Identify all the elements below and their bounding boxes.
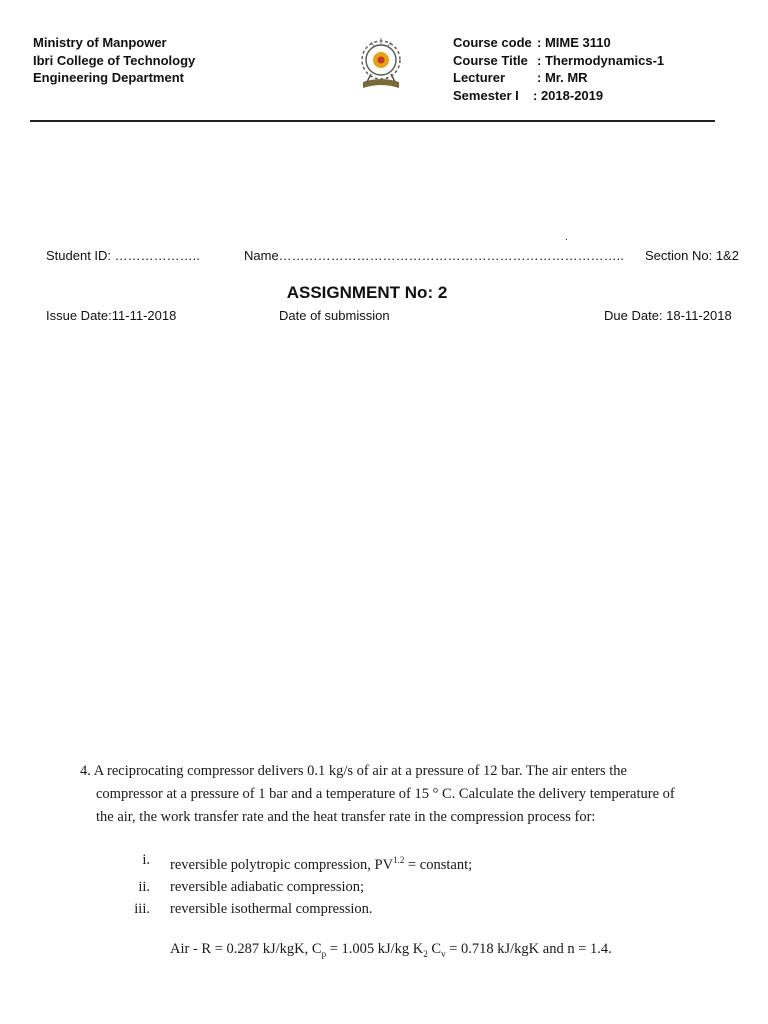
student-id-field: Student ID: ……………….. <box>46 248 200 263</box>
section-number: Section No: 1&2 <box>645 248 739 263</box>
list-item <box>120 898 472 920</box>
given-data-line: Air - R = 0.287 kJ/kgK, $C_p = 1.005$ kJ/kg $K_2$ $C_v = 0.718$ kJ/kgK and n = 1.4. <box>170 941 612 959</box>
question-line-1: 4. A reciprocating compressor delivers 0.1 kg/s of air at a pressure of 12 bar. The air enters the <box>80 763 627 779</box>
semester-label: Semester I <box>453 87 519 103</box>
semester-value: : 2018-2019 <box>533 87 604 103</box>
course-title-label: Course Title <box>453 52 528 68</box>
item-number: ii. <box>138 878 150 895</box>
question-text <box>80 760 720 829</box>
course-title-row <box>453 52 664 70</box>
issue-date: Issue Date:11-11-2018 <box>46 308 177 323</box>
item-text: reversible polytropic compression, $PV^{1.2}$ = constant; <box>170 855 473 873</box>
ministry-name: Ministry of Manpower <box>33 35 167 50</box>
course-code-value: : MIME 3110 <box>537 35 611 50</box>
course-code-row <box>453 34 664 52</box>
course-title-value: : Thermodynamics-1 <box>537 52 665 68</box>
list-item <box>120 849 472 876</box>
exponent: 1.2 <box>393 855 405 865</box>
lecturer-row <box>453 69 664 87</box>
lecturer-value: : Mr. MR <box>537 70 588 85</box>
semester-row <box>453 87 664 105</box>
item-text: reversible isothermal compression. <box>170 900 373 917</box>
assignment-title: ASSIGNMENT No: 2 <box>286 283 448 302</box>
college-logo <box>353 36 409 94</box>
submission-date-label: Date of submission <box>279 308 390 323</box>
item-number: iii. <box>134 900 150 917</box>
college-name: Ibri College of Technology <box>33 52 196 68</box>
course-info-block <box>453 34 664 104</box>
question-parts-list <box>120 849 472 920</box>
item-number: i. <box>142 852 150 868</box>
college-logo-icon <box>353 36 409 94</box>
due-date: Due Date: 18-11-2018 <box>604 308 732 323</box>
course-code-label: Course code <box>453 35 532 50</box>
question-line-2: compressor at a pressure of 1 bar and a temperature of 15 ° C. Calculate the delivery temperature of <box>96 786 675 802</box>
list-item <box>120 876 472 898</box>
student-name-field: Name…………………………………………………………………….. <box>244 248 624 263</box>
department-name: Engineering Department <box>33 70 184 85</box>
stray-dot: . <box>565 232 568 243</box>
lecturer-label: Lecturer <box>453 70 506 85</box>
institution-block <box>33 34 195 87</box>
item-text: reversible adiabatic compression; <box>170 878 365 895</box>
header-divider <box>30 120 715 122</box>
question-line-3: the air, the work transfer rate and the heat transfer rate in the compression process for: <box>96 809 596 825</box>
